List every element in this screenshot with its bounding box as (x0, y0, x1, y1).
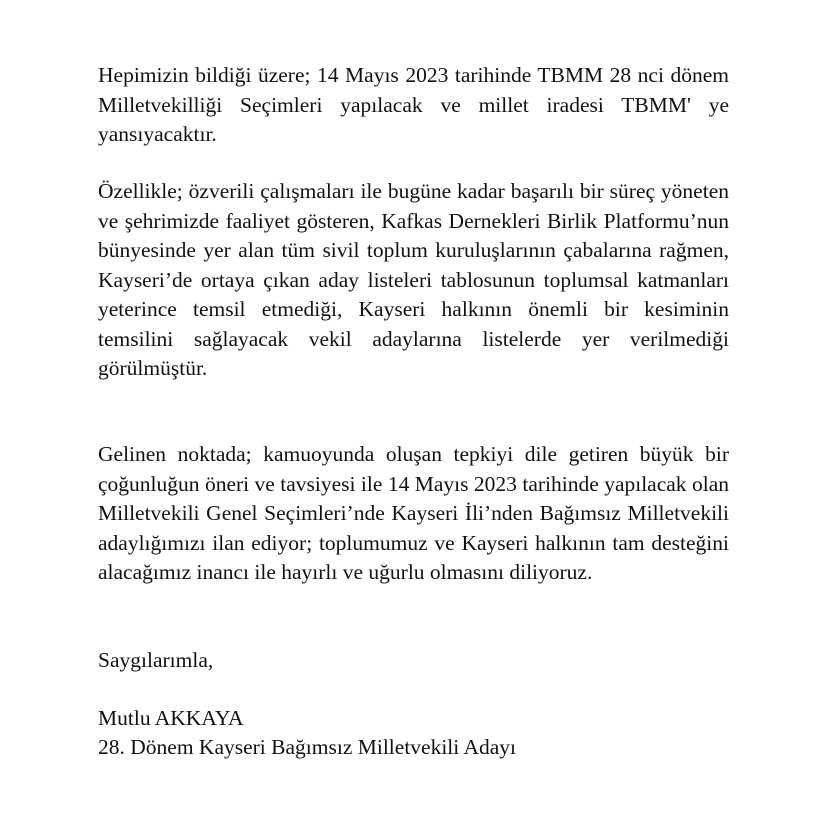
paragraph-background: Özellikle; özverili çalışmaları ile bugüne kadar başarılı bir süreç yöneten ve şehrimizde faaliyet gösteren, Kafkas Dernekleri Birlik Platformu’nun bünyesinde yer alan tüm sivil toplum kuruluşlarının çabalarına rağmen, Kayseri’de ortaya çıkan aday listeleri tablosunun toplumsal katmanları yeterince temsil etmediği, Kayseri halkının önemli bir kesiminin temsilini sağlayacak vekil adaylarına listelerde yer verilmediği görülmüştür. (98, 179, 729, 380)
paragraph-announcement: Hepimizin bildiği üzere; 14 Mayıs 2023 tarihinde TBMM 28 nci dönem Milletvekilliği Seçimleri yapılacak ve millet iradesi TBMM' ye yansıyacaktır. (98, 63, 729, 146)
paragraph-candidacy: Gelinen noktada; kamuoyunda oluşan tepkiyi dile getiren büyük bir çoğunluğun öneri ve tavsiyesi ile 14 Mayıs 2023 tarihinde yapılacak olan Milletvekili Genel Seçimleri’nde Kayseri İli’nden Bağımsız Milletvekili adaylığımızı ilan ediyor; toplumumuz ve Kayseri halkının tam desteğini alacağımız inancı ile hayırlı ve uğurlu olmasını diliyoruz. (98, 442, 729, 584)
signature-title: 28. Dönem Kayseri Bağımsız Milletvekili Adayı (98, 735, 516, 759)
closing-salutation: Saygılarımla, (98, 648, 214, 672)
signature-name: Mutlu AKKAYA (98, 706, 244, 730)
